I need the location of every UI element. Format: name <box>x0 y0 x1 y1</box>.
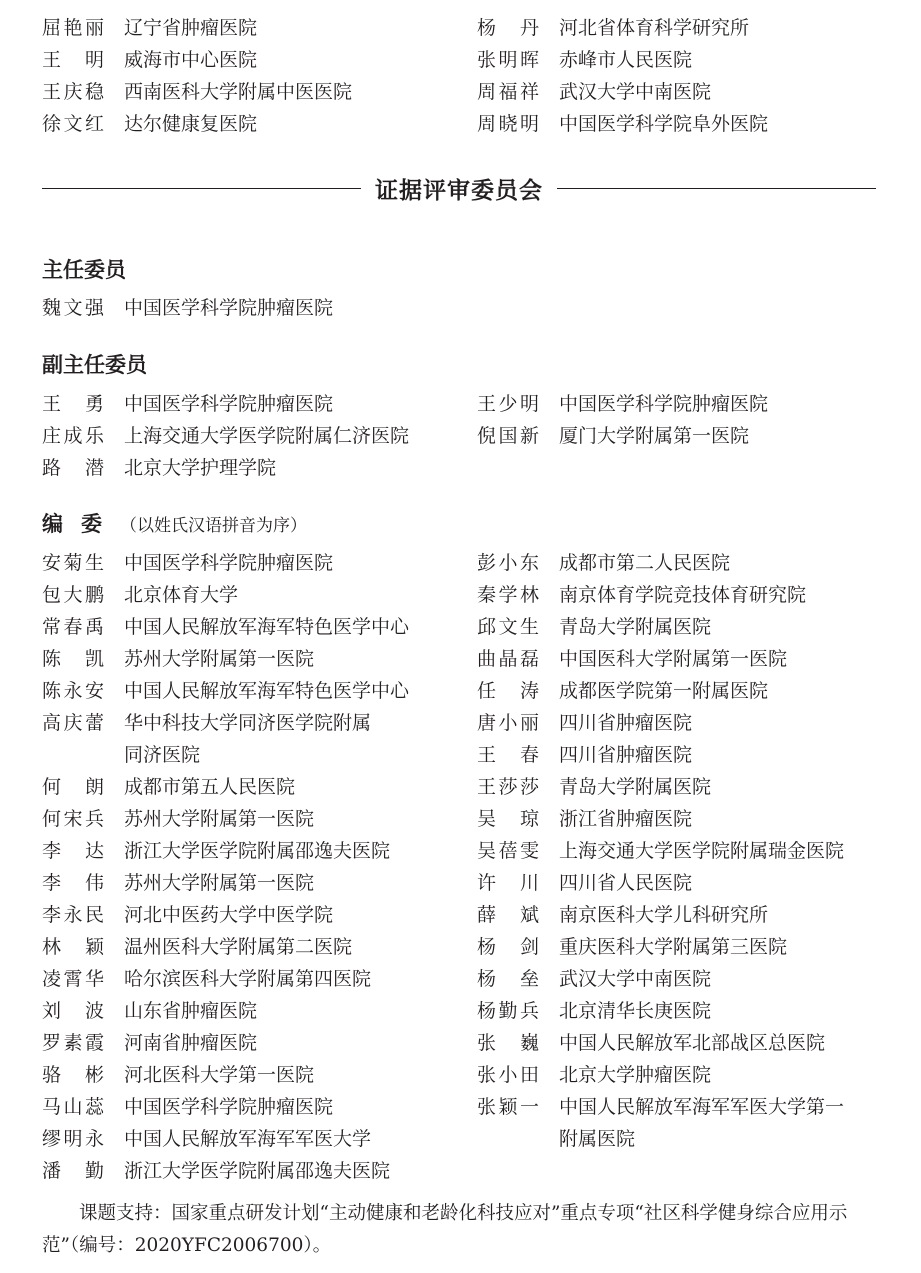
member-row <box>42 932 353 962</box>
member-name: 屈艳丽 <box>42 17 104 39</box>
member-institution: 华中科技大学同济医学院附属 <box>124 712 372 734</box>
member-row <box>42 45 258 75</box>
member-row <box>42 996 258 1026</box>
member-institution: 北京大学肿瘤医院 <box>559 1064 712 1086</box>
member-name: 秦学林 <box>477 584 539 606</box>
member-name: 何朗 <box>42 776 104 798</box>
member-name: 王春 <box>477 744 539 766</box>
member-row <box>477 1092 845 1122</box>
member-name: 倪国新 <box>477 425 539 447</box>
member-name: 杨剑 <box>477 936 539 958</box>
member-institution: 四川省肿瘤医院 <box>559 712 693 734</box>
member-row <box>477 109 769 139</box>
member-row <box>42 580 239 610</box>
member-institution: 中国医学科学院阜外医院 <box>559 113 769 135</box>
member-institution: 山东省肿瘤医院 <box>124 1000 258 1022</box>
member-institution: 北京大学护理学院 <box>124 457 277 479</box>
member-name: 路潜 <box>42 457 104 479</box>
member-name: 张明晖 <box>477 49 539 71</box>
member-row <box>42 548 334 578</box>
member-row <box>477 740 693 770</box>
member-institution: 中国医学科学院肿瘤医院 <box>124 393 334 415</box>
member-name: 潘勤 <box>42 1160 104 1182</box>
member-name: 任涛 <box>477 680 539 702</box>
divider-left <box>42 188 361 189</box>
member-row <box>42 13 258 43</box>
member-name: 安菊生 <box>42 552 104 574</box>
member-institution: 浙江省肿瘤医院 <box>559 808 693 830</box>
member-row <box>477 932 788 962</box>
member-row <box>42 389 334 419</box>
member-row <box>477 13 750 43</box>
member-row <box>42 612 410 642</box>
member-institution: 温州医科大学附属第二医院 <box>124 936 353 958</box>
member-name: 李伟 <box>42 872 104 894</box>
member-row <box>42 1092 334 1122</box>
member-name: 李达 <box>42 840 104 862</box>
member-name: 杨丹 <box>477 17 539 39</box>
chair-heading: 主任委员 <box>42 258 126 282</box>
member-row <box>477 612 712 642</box>
member-row <box>42 964 372 994</box>
member-institution: 中国人民解放军海军军医大学 <box>124 1128 372 1150</box>
member-institution: 南京体育学院竞技体育研究院 <box>559 584 807 606</box>
member-row <box>477 548 731 578</box>
member-name: 陈凯 <box>42 648 104 670</box>
member-institution: 附属医院 <box>559 1128 636 1150</box>
member-institution: 中国医学科学院肿瘤医院 <box>559 393 769 415</box>
member-name: 许川 <box>477 872 539 894</box>
committee-title: 证据评审委员会 <box>375 177 543 204</box>
divider-right <box>557 188 876 189</box>
vice-heading: 副主任委员 <box>42 353 147 377</box>
member-row <box>477 996 712 1026</box>
member-institution: 青岛大学附属医院 <box>559 776 712 798</box>
member-row <box>42 900 334 930</box>
member-institution: 北京清华长庚医院 <box>559 1000 712 1022</box>
member-name: 陈永安 <box>42 680 104 702</box>
member-institution: 威海市中心医院 <box>124 49 258 71</box>
member-row <box>42 1060 315 1090</box>
member-row <box>477 389 769 419</box>
member-institution: 赤峰市人民医院 <box>559 49 693 71</box>
member-row <box>477 868 693 898</box>
section-title <box>42 170 876 206</box>
member-institution: 四川省肿瘤医院 <box>559 744 693 766</box>
member-name: 包大鹏 <box>42 584 104 606</box>
member-name: 马山蕊 <box>42 1096 104 1118</box>
member-row <box>477 964 712 994</box>
member-row <box>42 804 315 834</box>
member-name: 骆彬 <box>42 1064 104 1086</box>
member-institution: 河北省体育科学研究所 <box>559 17 750 39</box>
member-row <box>477 804 693 834</box>
member-name: 王少明 <box>477 393 539 415</box>
member-name: 唐小丽 <box>477 712 539 734</box>
member-row <box>42 1156 391 1186</box>
member-name: 凌霄华 <box>42 968 104 990</box>
member-institution: 中国人民解放军海军特色医学中心 <box>124 680 410 702</box>
member-row <box>477 77 712 107</box>
member-institution: 武汉大学中南医院 <box>559 81 712 103</box>
member-institution: 辽宁省肿瘤医院 <box>124 17 258 39</box>
member-institution: 中国人民解放军海军特色医学中心 <box>124 616 410 638</box>
member-institution: 上海交通大学医学院附属仁济医院 <box>124 425 410 447</box>
member-name: 李永民 <box>42 904 104 926</box>
funding-footnote: 课题支持：国家重点研发计划“主动健康和老龄化科技应对”重点专项“社区科学健身综合应用示范”（编号：2020YFC2006700）。 <box>42 1203 848 1256</box>
member-institution: 苏州大学附属第一医院 <box>124 808 315 830</box>
member-institution: 河北中医药大学中医学院 <box>124 904 334 926</box>
member-name: 吴蓓雯 <box>477 840 539 862</box>
member-name: 何宋兵 <box>42 808 104 830</box>
member-institution: 南京医科大学儿科研究所 <box>559 904 769 926</box>
member-row <box>477 644 788 674</box>
member-row <box>42 1028 258 1058</box>
member-institution: 厦门大学附属第一医院 <box>559 425 750 447</box>
member-row <box>42 644 315 674</box>
member-row <box>477 676 769 706</box>
member-name: 彭小东 <box>477 552 539 574</box>
member-institution: 成都医学院第一附属医院 <box>559 680 769 702</box>
member-institution: 达尔健康复医院 <box>124 113 258 135</box>
member-row <box>42 1124 372 1154</box>
member-institution: 四川省人民医院 <box>559 872 693 894</box>
member-institution: 中国医学科学院肿瘤医院 <box>124 1096 334 1118</box>
member-institution: 上海交通大学医学院附属瑞金医院 <box>559 840 845 862</box>
member-row <box>477 1028 826 1058</box>
member-row <box>42 708 372 738</box>
member-row <box>42 77 353 107</box>
member-name: 林颖 <box>42 936 104 958</box>
member-institution: 成都市第二人民医院 <box>559 552 731 574</box>
member-institution: 武汉大学中南医院 <box>559 968 712 990</box>
member-name: 薛斌 <box>477 904 539 926</box>
member-row <box>477 580 807 610</box>
member-institution: 苏州大学附属第一医院 <box>124 872 315 894</box>
editors-heading <box>42 509 307 541</box>
member-row <box>477 421 750 451</box>
member-row <box>477 45 693 75</box>
member-institution: 中国人民解放军海军军医大学第一 <box>559 1096 845 1118</box>
member-name: 曲晶磊 <box>477 648 539 670</box>
member-name: 王莎莎 <box>477 776 539 798</box>
member-name: 常春禹 <box>42 616 104 638</box>
member-row <box>42 293 334 323</box>
member-row <box>42 453 277 483</box>
member-name: 张巍 <box>477 1032 539 1054</box>
member-name: 王明 <box>42 49 104 71</box>
member-name: 高庆蕾 <box>42 712 104 734</box>
editors-note: （以姓氏汉语拼音为序） <box>120 516 307 536</box>
member-row <box>42 868 315 898</box>
member-name: 张颖一 <box>477 1096 539 1118</box>
member-name: 吴琼 <box>477 808 539 830</box>
member-institution: 中国人民解放军北部战区总医院 <box>559 1032 826 1054</box>
member-name: 周福祥 <box>477 81 539 103</box>
member-institution: 浙江大学医学院附属邵逸夫医院 <box>124 1160 391 1182</box>
member-row <box>42 421 410 451</box>
member-name: 王勇 <box>42 393 104 415</box>
member-name: 罗素霞 <box>42 1032 104 1054</box>
member-institution: 浙江大学医学院附属邵逸夫医院 <box>124 840 391 862</box>
member-row <box>477 836 845 866</box>
member-name: 周晓明 <box>477 113 539 135</box>
member-institution: 河北医科大学第一医院 <box>124 1064 315 1086</box>
member-name: 张小田 <box>477 1064 539 1086</box>
member-institution: 北京体育大学 <box>124 584 239 606</box>
member-institution: 同济医院 <box>124 744 201 766</box>
member-institution: 成都市第五人民医院 <box>124 776 296 798</box>
member-name: 杨勤兵 <box>477 1000 539 1022</box>
member-institution: 中国医学科学院肿瘤医院 <box>124 552 334 574</box>
member-row <box>42 109 258 139</box>
member-name: 魏文强 <box>42 297 104 319</box>
member-name: 邱文生 <box>477 616 539 638</box>
member-name: 杨垒 <box>477 968 539 990</box>
member-name: 王庆稳 <box>42 81 104 103</box>
editors-title: 编委 <box>42 512 120 536</box>
member-name: 庄成乐 <box>42 425 104 447</box>
member-row <box>42 676 410 706</box>
member-row <box>477 1060 712 1090</box>
member-institution: 中国医科大学附属第一医院 <box>559 648 788 670</box>
member-name: 缪明永 <box>42 1128 104 1150</box>
member-name: 刘波 <box>42 1000 104 1022</box>
member-institution: 重庆医科大学附属第三医院 <box>559 936 788 958</box>
member-row <box>42 836 391 866</box>
member-institution: 哈尔滨医科大学附属第四医院 <box>124 968 372 990</box>
member-institution: 苏州大学附属第一医院 <box>124 648 315 670</box>
member-row <box>477 900 769 930</box>
member-row <box>42 772 296 802</box>
member-institution: 中国医学科学院肿瘤医院 <box>124 297 334 319</box>
member-institution: 青岛大学附属医院 <box>559 616 712 638</box>
member-institution: 河南省肿瘤医院 <box>124 1032 258 1054</box>
member-row <box>477 708 693 738</box>
member-name: 徐文红 <box>42 113 104 135</box>
member-row <box>477 772 712 802</box>
member-institution: 西南医科大学附属中医医院 <box>124 81 353 103</box>
